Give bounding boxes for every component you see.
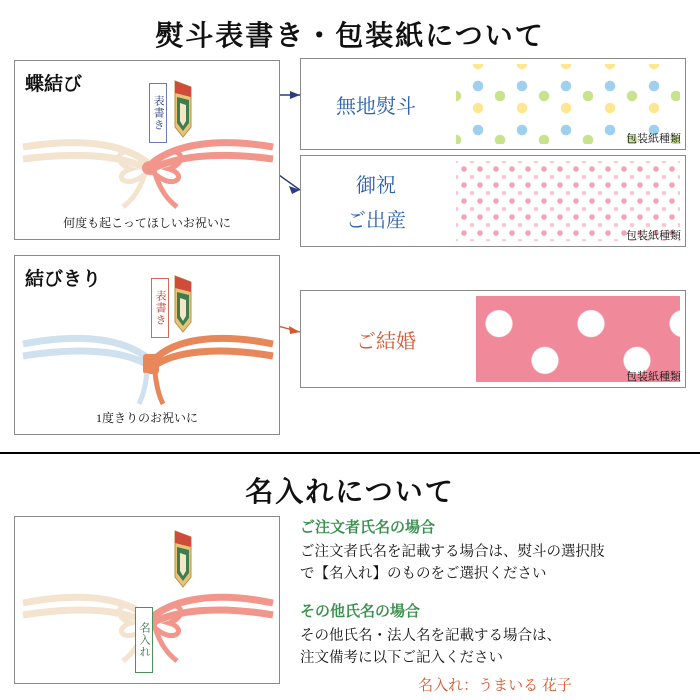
naire-section [0,456,700,700]
choice-label-mujinoshi: 無地熨斗 [336,95,416,118]
naire-heading-orderer: ご注文者氏名の場合 [300,520,436,536]
noshi-caption-chomusubi: 何度も起こってほしいお祝いに [63,216,231,230]
naire-heading-other: その他氏名の場合 [300,603,421,620]
page-title-noshi: 熨斗表書き・包装紙について [155,21,545,52]
choice-box-oiwai [300,155,686,247]
naire-body-other-line1: その他氏名・法人名を記載する場合は、 [300,627,561,644]
noshi-card-musubikiri [14,255,280,435]
section-divider [0,452,700,454]
wrap-caption-1: 包装紙種類 [626,133,681,145]
naire-sample-text: 名入れ：うまいる 花子 [418,677,572,694]
noshi-caption-musubikiri: 1度きりのお祝いに [95,411,198,425]
noshi-type-label-chomusubi: 蝶結び [25,74,83,95]
noshi-type-label-musubikiri: 結びきり [25,269,102,290]
wrap-caption-2: 包装紙種類 [626,230,681,242]
naire-text-column [300,516,690,695]
choice-label-oiwai: 御祝 [356,175,396,197]
page-title-naire: 名入れについて [245,477,455,508]
naire-label-box: 名入れ [135,607,153,673]
naire-body-orderer-line2: で【名入れ】のものをご選択ください [300,566,547,583]
naire-body-other-line2: 注文備考に以下ご記入ください [300,650,503,667]
choice-box-gokekkon [300,290,686,388]
mizuhiki-chomusubi [15,79,280,229]
choice-label-gokekkon: ご結婚 [356,330,416,353]
naire-body-orderer-line1: ご注文者氏名を記載する場合は、熨斗の選択肢 [300,544,605,560]
mizuhiki-musubikiri [15,274,280,424]
noshi-card-chomusubi [14,60,280,240]
omotegaki-label-musubikiri: 表書き [151,278,169,338]
choice-label-goshussan: ご出産 [346,210,406,232]
noshi-card-naire [14,516,280,684]
choice-box-mujinoshi [300,58,686,150]
omotegaki-label-chomusubi: 表書き [149,83,167,143]
wrap-caption-3: 包装紙種類 [626,371,681,383]
